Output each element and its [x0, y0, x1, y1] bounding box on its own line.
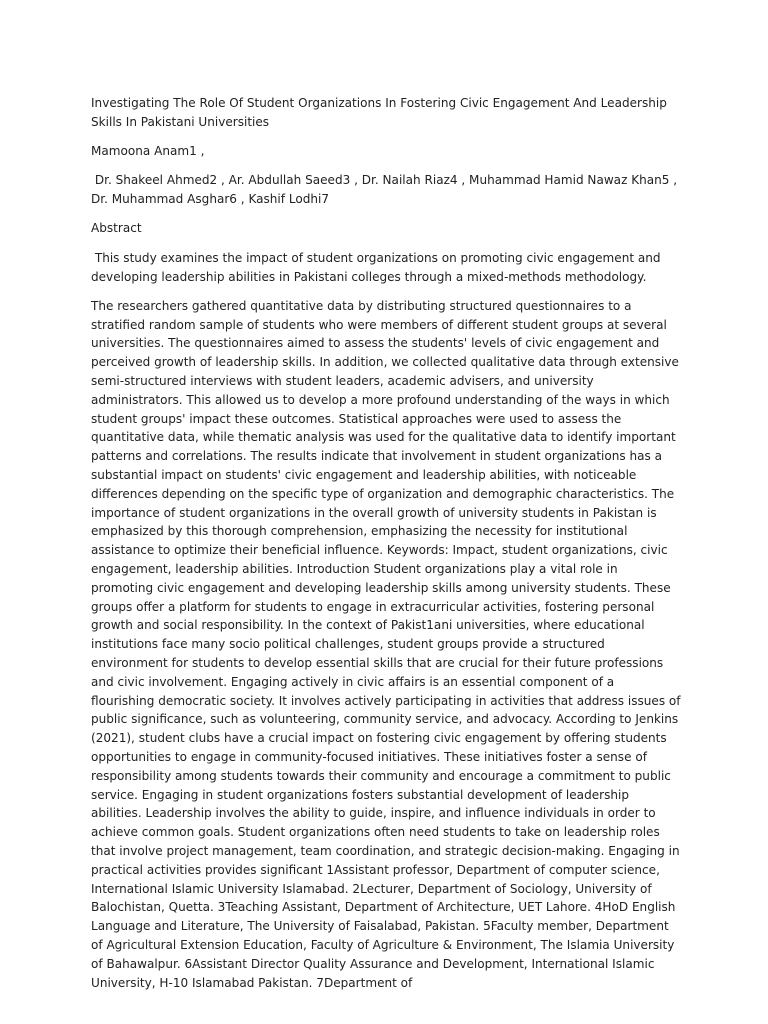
document-page — [91, 94, 681, 992]
paper-title: Investigating The Role Of Student Organizations In Fostering Civic Engagement And Leadership Skills In Pakistani Universities — [91, 96, 667, 129]
first-author: Mamoona Anam1 , — [91, 144, 205, 159]
abstract-intro: This study examines the impact of student organizations on promoting civic engagement and developing leadership abilities in Pakistani colleges through a mixed-methods methodology. — [91, 250, 665, 284]
abstract-body: The researchers gathered quantitative data by distributing structured questionnaires to a stratified random sample of students who were members of different student groups at several universities. The questionnaires aimed to assess the students' levels of civic engagement and perceived growth of leadership skills. In addition, we collected qualitative data through extensive semi-structured interviews with student leaders, academic advisers, and university administrators. This allowed us to develop a more profound understanding of the ways in which student groups' impact these outcomes. Statistical approaches were used to assess the quantitative data, while thematic analysis was used for the qualitative data to identify important patterns and correlations. The results indicate that involvement in student organizations has a substantial impact on students' civic engagement and leadership abilities, with noticeable differences depending on the specific type of organization and demographic characteristics. The importance of student organizations in the overall growth of university students in Pakistan is emphasized by this thorough comprehension, emphasizing the necessity for institutional assistance to optimize their beneficial influence. Keywords: Impact, student organizations, civic engagement, leadership abilities. Introduction Student organizations play a vital role in promoting civic engagement and developing leadership skills among university students. These groups offer a platform for students to engage in extracurricular activities, fostering personal growth and social responsibility. In the context of Pakist1ani universities, where educational institutions face many socio political challenges, student groups provide a structured environment for students to develop essential skills that are crucial for their future professions and civic involvement. Engaging actively in civic affairs is an essential component of a flourishing democratic society. It involves actively participating in activities that address issues of public significance, such as volunteering, community service, and advocacy. According to Jenkins (2021), student clubs have a crucial impact on fostering civic engagement by offering students opportunities to engage in community-focused initiatives. These initiatives foster a sense of responsibility among students towards their community and encourage a commitment to public service. Engaging in student organizations fosters substantial development of leadership abilities. Leadership involves the ability to guide, inspire, and influence individuals in order to achieve common goals. Student organizations often need students to take on leadership roles that involve project management, team coordination, and strategic decision-making. Engaging in practical activities provides significant 1Assistant professor, Department of computer science, International Islamic University Islamabad. 2Lecturer, Department of Sociology, University of Balochistan, Quetta. 3Teaching Assistant, Department of Architecture, UET Lahore. 4HoD English Language and Literature, The University of Faisalabad, Pakistan. 5Faculty member, Department of Agricultural Extension Education, Faculty of Agriculture & Environment, The Islamia University of Bahawalpur. 6Assistant Director Quality Assurance and Development, International Islamic University, H-10 Islamabad Pakistan. 7Department of — [91, 298, 681, 990]
abstract-heading: Abstract — [91, 221, 142, 236]
coauthors: Dr. Shakeel Ahmed2 , Ar. Abdullah Saeed3 , Dr. Nailah Riaz4 , Muhammad Hamid Nawaz Khan5 , Dr. Muhammad Asghar6 , Kashif Lodhi7 — [91, 173, 681, 207]
